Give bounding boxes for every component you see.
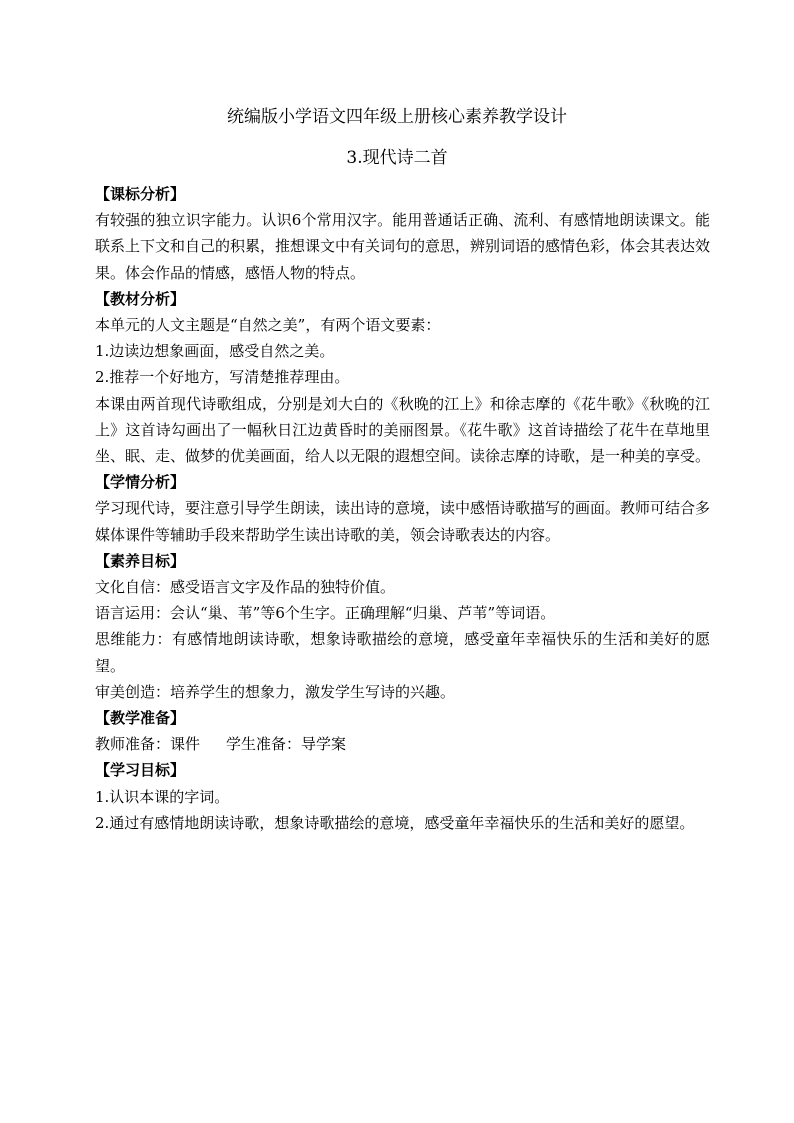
textbook-paragraph-3: 2.推荐一个好地方，写清楚推荐理由。 [95, 368, 350, 387]
section-heading-preparation: 【教学准备】 [95, 709, 186, 728]
section-heading-objectives: 【学习目标】 [95, 761, 186, 780]
section-heading-competency: 【素养目标】 [95, 551, 186, 570]
textbook-paragraph-4: 本课由两首现代诗歌组成，分别是刘大白的《秋晚的江上》和徐志摩的《花牛歌》《秋晚的江上》这首诗勾画出了一幅秋日江边黄昏时的美丽图景。《花牛歌》这首诗描绘了花牛在草地里坐、眠、走、做梦的优美画面，给人以无限的遐想空间。读徐志摩的诗歌，是一种美的享受。 [95, 394, 711, 466]
objective-2: 2.通过有感情地朗读诗歌，想象诗歌描绘的意境，感受童年幸福快乐的生活和美好的愿望。 [95, 813, 695, 832]
competency-paragraph-3: 思维能力：有感情地朗读诗歌，想象诗歌描绘的意境，感受童年幸福快乐的生活和美好的愿望。 [95, 630, 710, 675]
student-preparation: 学生准备：导学案 [226, 735, 347, 754]
section-heading-learner: 【学情分析】 [95, 473, 186, 492]
curriculum-paragraph: 有较强的独立识字能力。认识6个常用汉字。能用普通话正确、流利、有感情地朗读课文。能联系上下文和自己的积累，推想课文中有关词句的意思，辨别词语的感情色彩，体会其表达效果。体会作品的情感，感悟人物的特点。 [95, 211, 711, 282]
textbook-paragraph-1: 本单元的人文主题是“自然之美”，有两个语文要素： [95, 316, 441, 335]
teacher-preparation: 教师准备：课件 [95, 735, 201, 754]
section-heading-textbook: 【教材分析】 [95, 289, 186, 308]
competency-paragraph-2: 语言运用：会认“巢、苇”等6个生字。正确理解“归巢、芦苇”等词语。 [95, 604, 556, 623]
lesson-title: 3.现代诗二首 [346, 148, 448, 168]
section-heading-curriculum: 【课标分析】 [95, 185, 186, 203]
textbook-paragraph-2: 1.边读边想象画面，感受自然之美。 [95, 342, 335, 361]
objective-1: 1.认识本课的字词。 [95, 787, 230, 806]
competency-paragraph-1: 文化自信：感受语言文字及作品的独特价值。 [95, 578, 396, 597]
document-body [95, 181, 710, 836]
competency-paragraph-4: 审美创造：培养学生的想象力，激发学生写诗的兴趣。 [95, 682, 456, 701]
learner-paragraph: 学习现代诗，要注意引导学生朗读，读出诗的意境，读中感悟诗歌描写的画面。教师可结合多媒体课件等辅助手段来帮助学生读出诗歌的美，领会诗歌表达的内容。 [95, 499, 711, 544]
document-title: 统编版小学语文四年级上册核心素养教学设计 [227, 107, 567, 127]
preparation-line [95, 731, 710, 757]
